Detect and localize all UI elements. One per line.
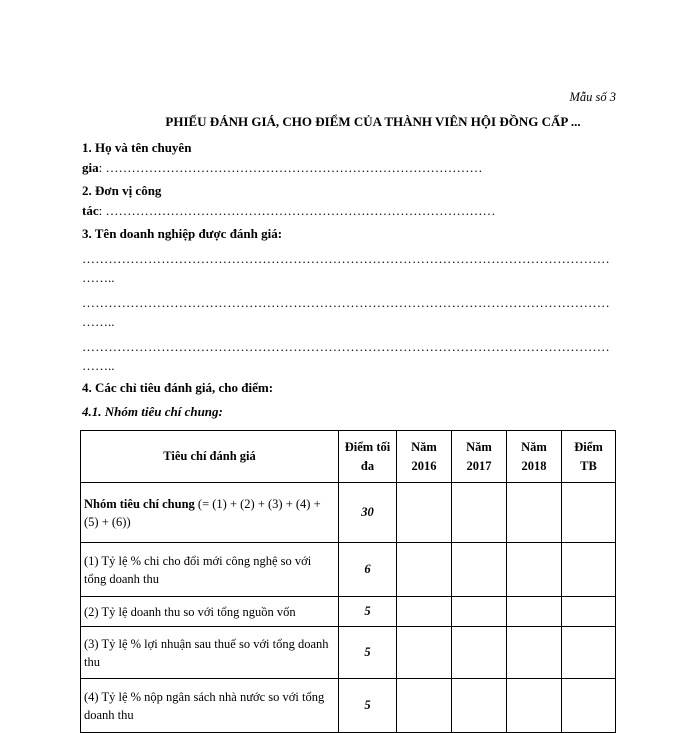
- max-score-cell: 5: [339, 627, 397, 679]
- max-score-cell: 6: [339, 543, 397, 597]
- score-input-2018[interactable]: [507, 483, 562, 543]
- score-input-2016[interactable]: [397, 679, 452, 733]
- score-input-2017[interactable]: [452, 483, 507, 543]
- expert-name-dots: : ……………………………………………………………………………: [98, 160, 483, 175]
- enterprise-label: 3. Tên doanh nghiệp được đánh giá:: [82, 226, 283, 241]
- criterion-cell: (1) Tỷ lệ % chi cho đổi mới công nghệ so với tổng doanh thu: [81, 543, 339, 597]
- group-name: Nhóm tiêu chí chung: [84, 496, 195, 511]
- general-group-label: 4.1. Nhóm tiêu chí chung:: [82, 404, 223, 419]
- header-max-score: Điểm tối đa: [339, 431, 397, 483]
- score-input-2018[interactable]: [507, 679, 562, 733]
- score-input-2017[interactable]: [452, 597, 507, 627]
- table-row: [81, 543, 616, 597]
- header-average-score: Điểm TB: [562, 431, 616, 483]
- header-year-2017: Năm 2017: [452, 431, 507, 483]
- enterprise-dots-line: …………………………………………………………………………………………………………: [82, 339, 610, 354]
- criterion-cell: [81, 483, 339, 543]
- average-score-cell[interactable]: [562, 483, 616, 543]
- work-unit-dots: : ………………………………………………………………………………: [98, 203, 496, 218]
- criterion-cell: (3) Tỷ lệ % lợi nhuận sau thuế so với tổng doanh thu: [81, 627, 339, 679]
- table-row: [81, 483, 616, 543]
- average-score-cell[interactable]: [562, 543, 616, 597]
- expert-name-label-cont: gia: [82, 160, 99, 175]
- score-input-2017[interactable]: [452, 627, 507, 679]
- work-unit-line: [82, 203, 495, 219]
- expert-name-line: [82, 160, 483, 176]
- work-unit-label: 2. Đơn vị công: [82, 183, 162, 198]
- header-year-2018: Năm 2018: [507, 431, 562, 483]
- header-year-2016: Năm 2016: [397, 431, 452, 483]
- table-header-row: [81, 431, 616, 483]
- score-input-2016[interactable]: [397, 627, 452, 679]
- score-input-2018[interactable]: [507, 627, 562, 679]
- score-input-2018[interactable]: [507, 597, 562, 627]
- enterprise-dots-short: ……..: [82, 358, 115, 373]
- average-score-cell[interactable]: [562, 679, 616, 733]
- work-unit-label-cont: tác: [82, 203, 99, 218]
- criterion-text: (= (1) + (2) + (3) + (4) + (5) + (6)): [84, 496, 321, 529]
- enterprise-dots-line: …………………………………………………………………………………………………………: [82, 251, 610, 266]
- enterprise-dots-short: ……..: [82, 314, 115, 329]
- enterprise-dots-short: ……..: [82, 270, 115, 285]
- score-input-2016[interactable]: [397, 597, 452, 627]
- score-input-2016[interactable]: [397, 543, 452, 597]
- average-score-cell[interactable]: [562, 627, 616, 679]
- criteria-table: [80, 430, 616, 733]
- score-input-2017[interactable]: [452, 679, 507, 733]
- criteria-section-label: 4. Các chỉ tiêu đánh giá, cho điểm:: [82, 380, 274, 395]
- expert-name-label: 1. Họ và tên chuyên: [82, 140, 192, 155]
- criterion-cell: (2) Tỷ lệ doanh thu so với tổng nguồn vốn: [81, 597, 339, 627]
- document-title: PHIẾU ĐÁNH GIÁ, CHO ĐIỂM CỦA THÀNH VIÊN HỘI ĐỒNG CẤP ...: [165, 114, 581, 129]
- header-criteria: Tiêu chí đánh giá: [81, 431, 339, 483]
- table-row: [81, 597, 616, 627]
- enterprise-dots-line: …………………………………………………………………………………………………………: [82, 295, 610, 310]
- score-input-2018[interactable]: [507, 543, 562, 597]
- table-row: [81, 627, 616, 679]
- score-input-2017[interactable]: [452, 543, 507, 597]
- max-score-cell: 30: [339, 483, 397, 543]
- form-number-label: Mẫu số 3: [569, 90, 616, 104]
- table-row: [81, 679, 616, 733]
- average-score-cell[interactable]: [562, 597, 616, 627]
- max-score-cell: 5: [339, 679, 397, 733]
- score-input-2016[interactable]: [397, 483, 452, 543]
- max-score-cell: 5: [339, 597, 397, 627]
- criterion-cell: (4) Tỷ lệ % nộp ngân sách nhà nước so với tổng doanh thu: [81, 679, 339, 733]
